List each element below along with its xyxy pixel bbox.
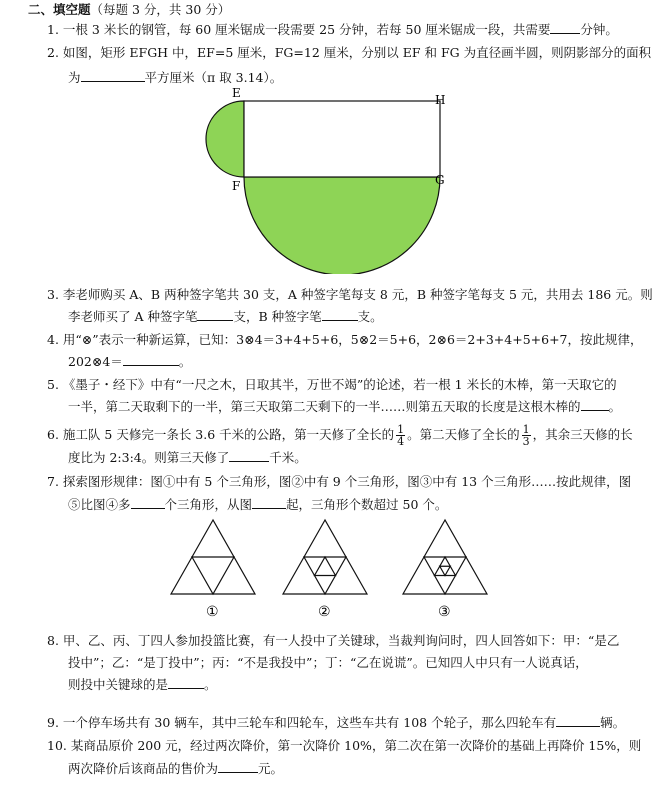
triangle-figure-2 [283,520,367,594]
answer-blank[interactable] [581,398,609,411]
question-text: 起，三角形个数超过 50 个。 [286,497,448,512]
question-text: 支。 [357,309,383,324]
question-text: 一个停车场共有 30 辆车，其中三轮车和四轮车，这些车共有 108 个轮子，那么四轮车有 [62,715,557,730]
question-number: 7. [47,474,59,489]
rectangle-efgh [244,101,440,177]
question-8-line-2 [68,655,588,671]
vertex-label-g: G [435,173,445,187]
question-4-line-1 [47,332,643,348]
answer-blank[interactable] [197,308,233,321]
question-text: 为 [68,70,81,85]
question-text: 。 [608,399,622,414]
question-9 [47,714,625,731]
question-text: 平方厘米（π 取 3.14）。 [144,70,283,85]
question-text: 个三角形，从图 [164,497,253,512]
question-text: 元。 [258,761,284,776]
question-1 [47,21,618,38]
answer-blank[interactable] [550,21,580,34]
section-subtitle: （每题 3 分，共 30 分） [90,2,231,17]
question-text: 两次降价后该商品的售价为 [68,761,219,776]
question-10-line-1 [47,738,641,754]
question-text: 度比为 2:3:4。则第三天修了 [68,450,230,465]
question-3-line-2 [68,308,383,325]
question-8-line-3 [68,676,217,693]
answer-blank[interactable] [252,496,286,509]
question-5-line-2 [68,398,621,415]
figure-label-2: ② [318,604,331,620]
section-title: 二、填空题 [28,2,91,17]
small-semicircle-shaded [206,101,244,177]
triangle-figure-3 [403,520,487,594]
answer-blank[interactable] [131,496,165,509]
question-text: 一根 3 米长的钢管，每 60 厘米锯成一段需要 25 分钟，若每 50 厘米锯成一段，共需要 [62,22,551,37]
question-6-line-2 [68,449,307,466]
question-number: 6. [47,427,59,442]
question-text: 辆。 [600,715,626,730]
answer-blank[interactable] [322,308,358,321]
question-number: 8. [47,633,59,648]
question-text: 用“⊗”表示一种新运算，已知：3⊗4＝3+4+5+6，5⊗2＝5+6，2⊗6＝2+3+4+5+6+7，按此规律， [62,332,643,347]
question-text: 施工队 5 天修完一条长 3.6 千米的公路，第一天修了全长的 [62,427,395,442]
question-text: 则投中关键球的是 [68,677,169,692]
figure-label-1: ① [206,604,219,620]
question-4-line-2 [68,353,191,370]
question-text: ，其余三天修的长 [532,427,633,442]
question-text: 李老师买了 A 种签字笔 [68,309,198,324]
question-number: 10. [47,738,67,753]
section-header [28,2,230,18]
question-7-line-2 [68,496,447,513]
triangle-figure-1 [171,520,255,594]
fraction-one-third: $\frac{1}{3}$ [522,423,530,448]
question-text: 《墨子・经下》中有“一尺之木，日取其半，万世不竭”的论述，若一根 1 米长的木棒，第一天取它的 [62,377,617,392]
question-text: 。 [204,677,217,692]
question-5-line-1 [47,377,617,393]
question-number: 1. [47,22,59,37]
figure-label-3: ③ [438,604,451,620]
vertex-label-h: H [435,93,446,107]
question-text: 。第二天修了全长的 [407,427,520,442]
question-text: 千米。 [269,450,307,465]
answer-blank[interactable] [123,353,179,366]
question-2-line-1 [47,45,651,61]
question-10-line-2 [68,760,283,777]
question-3-line-1 [47,287,653,303]
question-7-line-1 [47,474,631,490]
rectangle-semicircle-figure [195,84,455,274]
question-text: 投中”；乙：“是丁投中”；丙：“不是我投中”；丁：“乙在说谎”。已知四人中只有一人说真话， [68,655,588,670]
question-number: 4. [47,332,59,347]
triangle-pattern-figures [165,515,505,625]
answer-blank[interactable] [229,449,269,462]
question-text: ⑤比图④多 [68,497,131,512]
question-text: 某商品原价 200 元，经过两次降价，第一次降价 10%，第二次在第一次降价的基础上再降价 15%，则 [70,738,642,753]
question-8-line-1 [47,633,619,649]
question-number: 2. [47,45,59,60]
vertex-label-f: F [232,179,241,193]
answer-blank[interactable] [218,760,258,773]
answer-blank[interactable] [168,676,204,689]
answer-blank[interactable] [556,714,600,727]
answer-blank[interactable] [81,69,145,82]
question-6-line-1 [47,424,633,447]
large-semicircle-shaded [244,177,440,274]
question-text: 甲、乙、丙、丁四人参加投篮比赛，有一人投中了关键球，当裁判询问时，四人回答如下：甲：“是乙 [62,633,620,648]
question-text: 如图，矩形 EFGH 中，EF=5 厘米，FG=12 厘米，分别以 EF 和 FG 为直径画半圆，则阴影部分的面积 [62,45,652,60]
vertex-label-e: E [232,86,241,100]
question-text: 。 [178,354,192,369]
question-text: 支，B 种签字笔 [233,309,322,324]
question-number: 3. [47,287,59,302]
question-text: 202⊗4＝ [68,354,123,369]
question-text: 一半，第二天取剩下的一半，第三天取第二天剩下的一半……则第五天取的长度是这根木棒的 [68,399,581,414]
question-number: 5. [47,377,59,392]
question-number: 9. [47,715,59,730]
question-text: 分钟。 [580,22,618,37]
fraction-one-quarter: $\frac{1}{4}$ [397,423,405,448]
question-text: 探索图形规律：图①中有 5 个三角形，图②中有 9 个三角形，图③中有 13 个三角形……按此规律，图 [62,474,632,489]
question-text: 李老师购买 A、B 两种签字笔共 30 支，A 种签字笔每支 8 元，B 种签字笔每支 5 元，共用去 186 元。则 [62,287,653,302]
